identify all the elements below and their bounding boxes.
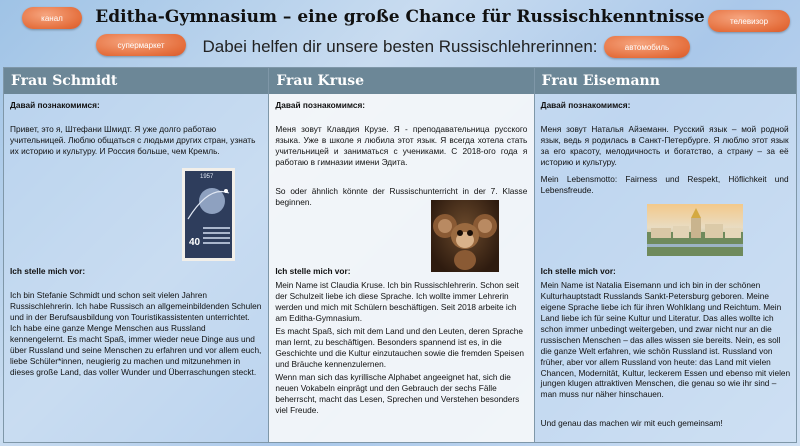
de-intro-text: Mein Name ist Claudia Kruse. Ich bin Russischlehrerin. Schon seit der Schulzeit liebe ich diese Sprache. Ich wollte immer Lehrerin werden und mich mit Schülern beschäftigen. Seit 2018 arbeite ich am Editha-Gymnasium. bbox=[275, 280, 519, 323]
ru-intro-note: So oder ähnlich könnte der Russischunterricht in der 7. Klasse beginnen. bbox=[275, 186, 528, 207]
de-closing-text: Und genau das machen wir mit euch gemeinsam! bbox=[540, 418, 723, 428]
life-motto-text: Mein Lebensmotto: Fairness und Respekt, Höflichkeit und Lebensfreude. bbox=[540, 174, 789, 195]
teacher-name: Frau Schmidt bbox=[4, 68, 268, 94]
page-subtitle: Dabei helfen dir unsere besten Russischlehrerinnen: bbox=[202, 37, 598, 56]
soviet-stamp-image bbox=[182, 168, 235, 261]
de-intro-text-3: Wenn man sich das kyrillische Alphabet angeeignet hat, sich die neuen Vokabeln einprägt und den Gebrauch der sechs Fälle beherrscht, macht das Lesen, Sprechen und Verstehen besonders viel Freude. bbox=[275, 372, 520, 415]
ru-intro-text: Меня зовут Наталья Айземанн. Русский язык – мой родной язык, ведь я родилась в Санкт-Петербурге. Я люблю этот язык за его красоту, мелодичность и богатство, а страну – за её историю и культуру. bbox=[540, 124, 789, 167]
saint-petersburg-image bbox=[647, 204, 743, 256]
stamp-price: 40 bbox=[189, 237, 201, 248]
teacher-column-eisemann bbox=[535, 68, 796, 442]
de-heading: Ich stelle mich vor: bbox=[10, 266, 86, 276]
de-heading: Ich stelle mich vor: bbox=[275, 266, 351, 276]
word-pill-car: автомобиль bbox=[604, 36, 690, 58]
teachers-table bbox=[3, 67, 797, 443]
cheburashka-image bbox=[431, 200, 499, 272]
ru-heading: Давай познакомимся: bbox=[540, 100, 631, 110]
word-pill-kanal: канал bbox=[22, 7, 82, 29]
ru-heading: Давай познакомимся: bbox=[10, 100, 100, 110]
teacher-column-schmidt bbox=[4, 68, 269, 442]
de-heading: Ich stelle mich vor: bbox=[540, 266, 616, 276]
ru-heading: Давай познакомимся: bbox=[275, 100, 366, 110]
word-pill-supermarket: супермаркет bbox=[96, 34, 186, 56]
de-intro-text: Mein Name ist Natalia Eisemann und ich bin in der schönen Kulturhauptstadt Russlands Sankt-Petersburg geboren. Meine eigene Sprache liebe ich für ihren Wohlklang und Reichtum. Mein Land liebe ich für seine Kultur und Literatur. Das alles wollte ich schon immer unbedingt weitergeben, und zwar nicht nur an die russischen Menschen – das alles wissen sie bereits. Nein, es soll die ganze Welt erfahren, wie schön Russland ist. Russland von früher, aber vor allem Russland von heute: das Land mit vielen Chancen, Modernität, Kultur, leckerem Essen und ebenso mit vielen jungen klugen attraktiven Menschen, die genau so wie ihr sind – man muss nur näher hinschauen. bbox=[540, 280, 791, 400]
word-pill-television: телевизор bbox=[708, 10, 790, 32]
teacher-name: Frau Kruse bbox=[269, 68, 533, 94]
teacher-column-kruse bbox=[269, 68, 534, 442]
teacher-name: Frau Eisemann bbox=[535, 68, 796, 94]
de-intro-text: Ich bin Stefanie Schmidt und schon seit vielen Jahren Russischlehrerin. Ich habe Russisch an allgemeinbildenden Schulen und in der Berufsausbildung von Touristikassistenten unterrichtet. Ich habe eine ganze Menge Menschen aus Russland kennengelernt. Es macht Spaß, immer wieder neue Dinge aus und über Russland und seine Menschen zu erfahren und vor allem euch, liebe Schüler*innen, neugierig zu machen und mitzunehmen in dieses große Land, das voller Wunder und Überraschungen steckt. bbox=[10, 290, 262, 377]
stamp-year: 1957 bbox=[200, 174, 214, 180]
ru-intro-text: Меня зовут Клавдия Крузе. Я - преподавательница русского языка. Уже в школе я любила этот язык. Я всегда хотела стать учительницей и заниматься с учениками. С 2018-ого года я работаю в гимназии имени Эдита. bbox=[275, 124, 528, 167]
de-intro-text-2: Es macht Spaß, sich mit dem Land und den Leuten, deren Sprache man lernt, zu beschäftigen. Besonders spannend ist es, in die Geschichte und die Kultur einzutauchen sowie die fremden Speisen und Bräuche kennenzulernen. bbox=[275, 326, 524, 369]
page-title: Editha-Gymnasium – eine große Chance für Russischkenntnisse bbox=[95, 7, 705, 27]
ru-intro-text: Привет, это я, Штефани Шмидт. Я уже долго работаю учительницей. Люблю общаться с людьми других стран, узнать их историю и культуру. И Россия больше, чем Кремль. bbox=[10, 124, 256, 156]
